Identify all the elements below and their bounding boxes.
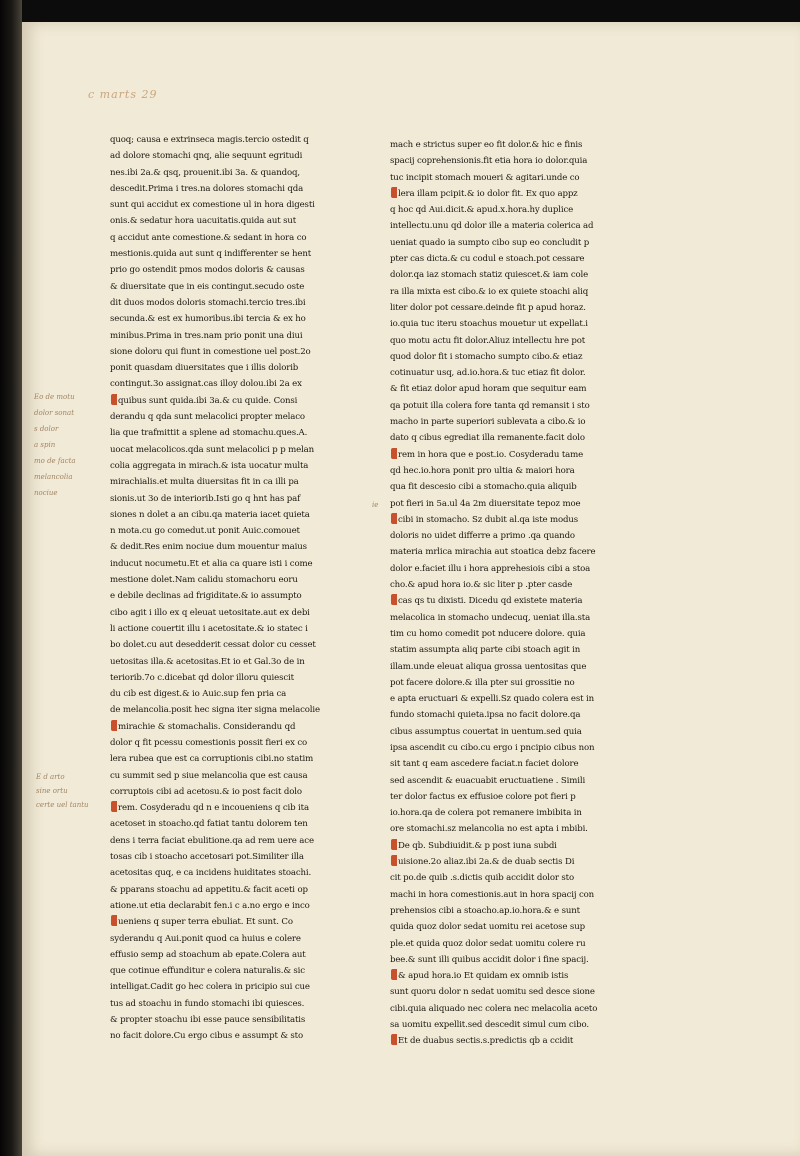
text-line: [110, 556, 375, 572]
margin-note: s dolor: [34, 425, 59, 433]
text-line-content: cibi.quia aliquado nec colera nec melacolia aceto: [390, 1003, 598, 1014]
margin-note: certe uel tantu: [36, 801, 89, 809]
text-line: [110, 914, 375, 930]
text-line: [390, 284, 658, 300]
text-line-content: ple.et quida quoz dolor sedat uomitu colere ru: [390, 938, 586, 949]
text-line: [110, 213, 375, 229]
text-line-content: io.quia tuc iteru stoachus mouetur ut expellat.i: [390, 319, 588, 330]
paragraph-mark-icon: [391, 1034, 397, 1045]
text-line-content: mestionis.quida aut sunt q indifferenter se hent: [110, 249, 312, 260]
text-line-content: li actione couertit illu i acetositate.& io statec i: [110, 623, 308, 634]
text-line: [110, 295, 375, 311]
text-line-content: prehensios cibi a stoacho.ap.io.hora.& e sunt: [390, 905, 580, 916]
margin-note: dolor sonat: [34, 409, 75, 417]
text-line-content: contingut.3o assignat.cas illoy dolou.ibi 2a ex: [110, 379, 302, 390]
text-line-content: liter dolor pot cessare.deinde fit p apud horaz.: [390, 302, 586, 313]
text-line-content: macho in parte superiori sublevata a cibo.& io: [390, 417, 586, 428]
text-line: [110, 474, 375, 490]
text-line: [110, 654, 375, 670]
paragraph-mark-icon: [391, 448, 397, 459]
text-line: [390, 202, 658, 218]
text-line-content: inducut nocumetu.Et et alia ca quare isti i come: [110, 558, 313, 569]
text-line: [390, 854, 658, 870]
text-line: [390, 821, 658, 837]
paragraph-mark-icon: [391, 513, 397, 524]
text-line-content: lia que trafmittit a splene ad stomachu.ques.A.: [110, 428, 308, 439]
text-line: [390, 349, 658, 365]
text-line: [390, 561, 658, 577]
text-line: [390, 153, 658, 169]
text-line-content: materia mrlica mirachia aut stoatica debz facere: [390, 547, 596, 558]
text-line-content: & dedit.Res enim nociue dum mouentur maius: [110, 542, 307, 553]
text-line: [390, 365, 658, 381]
text-line: [110, 605, 375, 621]
text-line: [110, 181, 375, 197]
text-line-content: nes.ibi 2a.& qsq, prouenit.ibi 3a. & quandoq,: [110, 167, 300, 178]
text-line-content: ponit quasdam diuersitates que i illis dolorib: [110, 363, 299, 374]
text-line-content: cho.& apud hora io.& sic liter p .pter casde: [390, 580, 573, 591]
text-line: [390, 170, 658, 186]
text-line-content: e debile declinas ad frigiditate.& io assumpto: [110, 591, 302, 602]
paragraph-mark-icon: [111, 801, 117, 812]
text-line-content: effusio semp ad stoachum ab epate.Colera aut: [110, 949, 306, 960]
text-line: [390, 724, 658, 740]
text-line: [390, 789, 658, 805]
text-line: [110, 539, 375, 555]
text-line-content: acetoset in stoacho.qd fatiat tantu dolorem ten: [110, 819, 308, 830]
text-line-content: pot fieri in 5a.ul 4a 2m diuersitate tepoz moe: [390, 498, 581, 509]
text-line-content: Et de duabus sectis.s.predictis qb a ccidit: [398, 1036, 574, 1047]
text-line: [390, 398, 658, 414]
text-line-content: quida quoz dolor sedat uomitu rei acetose sup: [390, 922, 585, 933]
margin-note: a spin: [34, 441, 56, 449]
text-line: [390, 137, 658, 153]
text-line: [110, 230, 375, 246]
text-line-content: sunt quoru dolor n sedat uomitu sed desce sione: [390, 987, 595, 998]
text-line-content: pot facere dolore.& illa pter sui grossitie no: [390, 677, 575, 688]
text-line-content: sunt qui accidut ex comestione ul in hora digesti: [110, 200, 315, 211]
paragraph-mark-icon: [391, 839, 397, 850]
text-line-content: sit tant q eam ascedere faciat.n faciet dolore: [390, 759, 579, 770]
text-line-content: acetositas quq, e ca incidens huiditates stoachi.: [110, 868, 312, 879]
text-line-content: rem. Cosyderadu qd n e incoueniens q cib ita: [118, 803, 309, 814]
text-line-content: descedit.Prima i tres.na dolores stomachi qda: [110, 183, 304, 194]
text-line: [390, 186, 658, 202]
text-line: [110, 751, 375, 767]
text-line-content: mach e strictus super eo fit dolor.& hic e finis: [390, 140, 583, 150]
text-line: [390, 691, 658, 707]
text-line: [390, 707, 658, 723]
running-head-annotation: c marts 29: [88, 88, 158, 101]
text-line-content: sione doloru qui fiunt in comestione uel post.2o: [110, 346, 311, 357]
text-line: [110, 409, 375, 425]
margin-note: ie: [372, 501, 379, 509]
text-line: [110, 833, 375, 849]
book-gutter: [0, 0, 22, 1156]
margin-note: Eo de motu: [34, 393, 75, 401]
text-line-content: lera rubea que est ca corruptionis cibi.no statim: [110, 754, 314, 765]
text-line: [390, 968, 658, 984]
text-line-content: sa uomitu expellit.sed descedit simul cum cibo.: [390, 1020, 589, 1031]
text-line-content: uisione.2o aliaz.ibi 2a.& de duab sectis Di: [398, 857, 575, 868]
text-line: [110, 784, 375, 800]
text-line: [110, 458, 375, 474]
text-line-content: fundo stomachi quieta.ipsa no facit dolore.qa: [390, 710, 581, 721]
text-line: [110, 931, 375, 947]
text-line-content: mirachialis.et multa diuersitas fit in ca illi pa: [110, 477, 299, 488]
paragraph-mark-icon: [391, 594, 397, 605]
text-line-content: no facit dolore.Cu ergo cibus e assumpt & sto: [110, 1031, 303, 1042]
text-line: [390, 251, 658, 267]
text-line: [110, 425, 375, 441]
text-line-content: cibi in stomacho. Sz dubit al.qa iste modus: [398, 514, 579, 525]
text-line: [390, 316, 658, 332]
text-line-content: dolor q fit pcessu comestionis possit fieri ex co: [110, 737, 308, 748]
text-line: [390, 414, 658, 430]
margin-note: E d arto: [36, 773, 65, 781]
text-line: [390, 952, 658, 968]
text-line-content: cibo agit i illo ex q eleuat uetositate.aut ex debi: [110, 607, 310, 618]
text-line: [110, 393, 375, 409]
text-line-content: prio go ostendit pmos modos doloris & causas: [110, 265, 305, 276]
text-line-content: machi in hora comestionis.aut in hora spacij con: [390, 889, 595, 900]
text-line-content: cit po.de quib .s.dictis quib accidit dolor sto: [390, 873, 574, 884]
margin-note: mo de facta: [34, 457, 76, 465]
text-line: [110, 719, 375, 735]
text-line: [390, 512, 658, 528]
text-line: [110, 572, 375, 588]
text-line-content: tuc incipit stomach moueri & agitari.unde co: [390, 172, 580, 183]
text-line: [110, 165, 375, 181]
text-line-content: derandu q qda sunt melacolici propter melaco: [110, 412, 305, 423]
text-line: [390, 773, 658, 789]
text-line-content: mestione dolet.Nam calidu stomachoru eoru: [110, 575, 298, 586]
text-line: [110, 963, 375, 979]
text-line-content: spacij coprehensionis.fit etia hora io dolor.quia: [390, 156, 588, 167]
text-line-content: doloris no uidet differre a primo .qa quando: [390, 531, 575, 542]
text-line: [110, 898, 375, 914]
text-line-content: ter dolor factus ex effusioe colore pot fieri p: [390, 791, 576, 802]
text-line: [110, 132, 375, 148]
text-line-content: tosas cib i stoacho accetosari pot.Similiter illa: [110, 852, 304, 863]
text-line: [110, 816, 375, 832]
text-line: [390, 1033, 658, 1049]
text-line-content: quoq; causa e extrinseca magis.tercio ostedit q: [110, 135, 309, 145]
margin-note: nociue: [34, 489, 58, 497]
text-line: [390, 447, 658, 463]
text-line: [390, 235, 658, 251]
text-line: [390, 479, 658, 495]
text-line-content: onis.& sedatur hora uacuitatis.quida aut sut: [110, 216, 297, 227]
text-line: [390, 805, 658, 821]
text-line-content: du cib est digest.& io Auic.sup fen pria ca: [110, 689, 287, 700]
text-line: [110, 996, 375, 1012]
text-line-content: dolor.qa iaz stomach statiz quiescet.& iam cole: [390, 270, 589, 281]
text-line-content: io.hora.qa de colera pot remanere imbibita in: [390, 808, 582, 819]
text-line-content: quod dolor fit i stomacho sumpto cibo.& etiaz: [390, 351, 583, 362]
text-line-content: siones n dolet a an cibu.qa materia iacet quieta: [110, 509, 310, 520]
text-line-content: uetositas illa.& acetositas.Et io et Gal.3o de in: [110, 656, 305, 667]
text-line: [110, 1012, 375, 1028]
text-line: [390, 838, 658, 854]
text-line: [110, 947, 375, 963]
text-line-content: ipsa ascendit cu cibo.cu ergo i pncipio cibus non: [390, 742, 595, 753]
paragraph-mark-icon: [111, 915, 117, 926]
margin-note: melancolia: [34, 473, 73, 481]
text-line: [110, 279, 375, 295]
text-line-content: uocat melacolicos.qda sunt melacolici p p melan: [110, 444, 315, 455]
text-line-content: dolor e.faciet illu i hora apprehesiois cibi a stoa: [390, 563, 591, 574]
text-line: [390, 936, 658, 952]
text-line-content: q accidut ante comestione.& sedant in hora co: [110, 232, 307, 243]
text-line-content: statim assumpta aliq parte cibi stoach agit in: [390, 645, 581, 656]
text-line-content: illam.unde eleuat aliqua grossa uentositas que: [390, 661, 587, 672]
text-line-content: q hoc qd Aui.dicit.& apud.x.hora.hy duplice: [390, 205, 574, 216]
text-line-content: quibus sunt quida.ibi 3a.& cu quide. Consi: [118, 395, 298, 406]
paragraph-mark-icon: [111, 720, 117, 731]
text-line-content: dit duos modos doloris stomachi.tercio tres.ibi: [110, 297, 306, 308]
text-line-content: dens i terra faciat ebulitione.qa ad rem uere ace: [110, 835, 314, 846]
text-line: [390, 756, 658, 772]
text-line-content: dato q cibus egrediat illa remanente.facit dolo: [390, 433, 585, 444]
text-line: [110, 376, 375, 392]
text-line: [110, 702, 375, 718]
text-line: [390, 1017, 658, 1033]
text-line-content: ra illa mixta est cibo.& io ex quiete stoachi aliq: [390, 286, 589, 297]
text-line: [110, 735, 375, 751]
text-line-content: mirachie & stomachalis. Considerandu qd: [118, 721, 296, 732]
text-line-content: corruptois cibi ad acetosu.& io post facit dolo: [110, 786, 302, 797]
text-line: [390, 740, 658, 756]
text-line-content: bee.& sunt illi quibus accidit dolor i fine spacij.: [390, 954, 589, 965]
text-line-content: & diuersitate que in eis contingut.secudo oste: [110, 281, 305, 292]
text-line: [110, 148, 375, 164]
paragraph-mark-icon: [111, 394, 117, 405]
text-line-content: qua fit descesio cibi a stomacho.quia aliquib: [390, 482, 577, 493]
text-line: [390, 528, 658, 544]
text-line: [110, 262, 375, 278]
text-line-content: de melancolia.posit hec signa iter signa melacolie: [110, 705, 320, 716]
text-column-left: [110, 132, 375, 1045]
paragraph-mark-icon: [391, 969, 397, 980]
text-line: [390, 463, 658, 479]
text-line-content: & fit etiaz dolor apud horam que sequitur eam: [390, 384, 587, 395]
text-line: [390, 381, 658, 397]
text-line-content: ad dolore stomachi qnq, alie sequunt egritudi: [110, 151, 303, 162]
text-line: [110, 523, 375, 539]
text-line: [390, 218, 658, 234]
text-line-content: lera illam pcipit.& io dolor fit. Ex quo appz: [398, 188, 578, 199]
text-line-content: sionis.ut 3o de interiorib.Isti go q hnt has paf: [110, 493, 301, 504]
text-line: [390, 675, 658, 691]
text-line: [110, 1028, 375, 1044]
text-line: [110, 637, 375, 653]
text-line: [110, 849, 375, 865]
text-line-content: que cotinue effunditur e colera naturalis.& sic: [110, 966, 305, 977]
text-line: [110, 344, 375, 360]
text-line: [390, 1001, 658, 1017]
paragraph-mark-icon: [391, 187, 397, 198]
text-line: [390, 903, 658, 919]
text-line: [110, 197, 375, 213]
paragraph-mark-icon: [391, 855, 397, 866]
text-line: [110, 491, 375, 507]
text-line: [390, 659, 658, 675]
text-line-content: De qb. Subdiuidit.& p post iuna subdi: [398, 840, 557, 851]
text-line-content: quo motu actu fit dolor.Aliuz intellectu hre pot: [390, 335, 586, 346]
text-line: [110, 246, 375, 262]
text-line: [110, 621, 375, 637]
text-line-content: rem in hora que e post.io. Cosyderadu tame: [398, 449, 584, 460]
text-line-content: sed ascendit & euacuabit eructuatiene . Simili: [390, 775, 586, 786]
text-line-content: syderandu q Aui.ponit quod ca huius e colere: [110, 933, 301, 944]
text-line-content: e apta eructuari & expelli.Sz quado colera est in: [390, 694, 594, 705]
text-line: [390, 610, 658, 626]
margin-note: sine ortu: [36, 787, 68, 795]
text-line: [110, 311, 375, 327]
text-line: [110, 865, 375, 881]
text-line: [110, 882, 375, 898]
text-line-content: bo dolet.cu aut desedderit cessat dolor cu cesset: [110, 640, 316, 651]
text-line: [110, 670, 375, 686]
text-line: [110, 686, 375, 702]
text-line: [110, 768, 375, 784]
text-line-content: intellectu.unu qd dolor ille a materia colerica ad: [390, 221, 594, 232]
text-line: [110, 328, 375, 344]
text-line: [110, 442, 375, 458]
text-line: [390, 919, 658, 935]
text-line: [390, 870, 658, 886]
text-line-content: & apud hora.io Et quidam ex omnib istis: [398, 971, 569, 982]
text-line: [390, 593, 658, 609]
text-line-content: ueniat quado ia sumpto cibo sup eo concludit p: [390, 237, 590, 248]
text-line: [110, 507, 375, 523]
text-line-content: ore stomachi.sz melancolia no est apta i mbibi.: [390, 824, 588, 835]
text-column-right: [390, 137, 658, 1050]
text-line-content: qd hec.io.hora ponit pro ultia & maiori hora: [390, 465, 575, 476]
text-line-content: cas qs tu dixisti. Dicedu qd existete materia: [398, 596, 583, 607]
text-line: [110, 800, 375, 816]
text-line-content: cu summit sed p siue melancolia que est causa: [110, 770, 308, 781]
text-line-content: teriorib.7o c.dicebat qd dolor illoru quiescit: [110, 672, 294, 683]
text-line: [110, 588, 375, 604]
text-line: [390, 333, 658, 349]
text-line-content: tus ad stoachu in fundo stomachi ibi quiesces.: [110, 998, 305, 1009]
text-line-content: ueniens q super terra ebuliat. Et sunt. Co: [118, 917, 293, 928]
text-line: [390, 300, 658, 316]
text-line-content: tim cu homo comedit pot nducere dolore. quia: [390, 628, 586, 639]
text-line: [110, 360, 375, 376]
text-line: [390, 626, 658, 642]
text-line: [110, 979, 375, 995]
text-line-content: qa potuit illa colera fore tanta qd remansit i sto: [390, 400, 590, 411]
text-line-content: & propter stoachu ibi esse pauce sensibilitatis: [110, 1015, 306, 1026]
text-line-content: intelligat.Cadit go hec colera in pricipio sui cue: [110, 982, 310, 993]
text-line: [390, 577, 658, 593]
text-line-content: melacolica in stomacho undecuq, ueniat illa.sta: [390, 612, 591, 623]
text-line: [390, 496, 658, 512]
text-line: [390, 267, 658, 283]
text-line: [390, 887, 658, 903]
text-line: [390, 430, 658, 446]
text-line-content: n mota.cu go comedut.ut ponit Auic.comouet: [110, 526, 300, 537]
text-line-content: pter cas dicta.& cu codul e stoach.pot cessare: [390, 254, 585, 265]
text-line: [390, 642, 658, 658]
text-line-content: colia aggregata in mirach.& ista uocatur multa: [110, 460, 309, 471]
text-line: [390, 984, 658, 1000]
text-line-content: minibus.Prima in tres.nam prio ponit una diui: [110, 330, 303, 341]
text-line-content: atione.ut etia declarabit fen.i c a.no ergo e inco: [110, 900, 310, 911]
text-line-content: cibus assumptus couertat in uentum.sed quia: [390, 726, 582, 737]
text-line: [390, 544, 658, 560]
text-line-content: & pparans stoachu ad appetitu.& facit aceti op: [110, 884, 308, 895]
text-line-content: cotinuatur usq, ad.io.hora.& tuc etiaz fit dolor.: [390, 368, 586, 379]
text-line-content: secunda.& est ex humoribus.ibi tercia & ex ho: [110, 314, 306, 325]
